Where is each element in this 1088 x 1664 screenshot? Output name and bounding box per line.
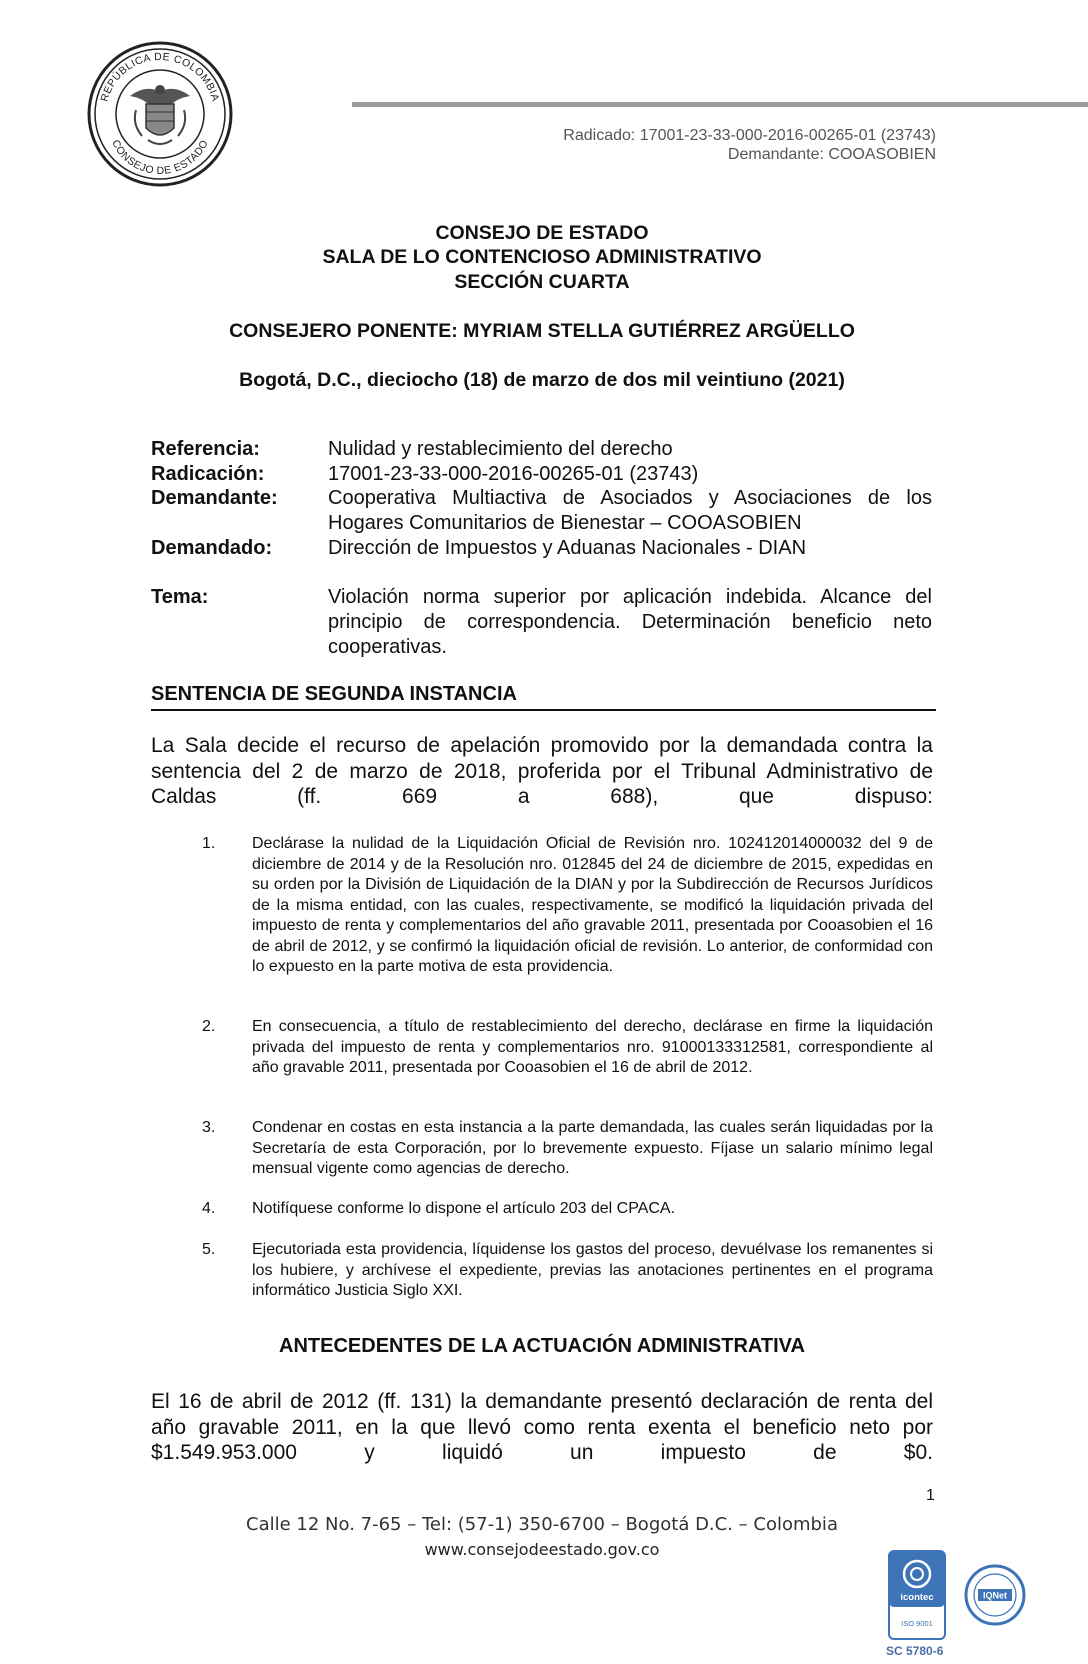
item-number: 5. (202, 1241, 216, 1258)
svg-text:icontec: icontec (900, 1592, 934, 1603)
tema-label: Tema: (151, 586, 209, 608)
list-item: Ejecutoriada esta providencia, líquidense los gastos del proceso, devuélvase los remanentes si los hubiere, y archívese el expediente, previas las anotaciones pertinentes en el programa informático Justicia Siglo XXI. (252, 1241, 933, 1299)
svg-text:IQNet: IQNet (982, 1590, 1008, 1601)
sentencia-intro: La Sala decide el recurso de apelación promovido por la demandada contra la sentencia del 2 de marzo de 2018, proferida por el Tribunal Administrativo de Caldas (ff. 669 a 688), que dispuso: (151, 734, 933, 808)
antecedentes-heading: ANTECEDENTES DE LA ACTUACIÓN ADMINISTRATIVA (279, 1335, 805, 1357)
list-item: Condenar en costas en esta instancia a la parte demandada, las cuales serán liquidadas por la Secretaría de esta Corporación, por lo brevemente expuesto. Fíjase un salario mínimo legal mensual vigente como agencias de derecho. (252, 1119, 933, 1177)
list-item: En consecuencia, a título de restablecimiento del derecho, declárase en firme la liquidación privada del impuesto de renta y complementarios nro. 91000133312581, correspondiente al año gravable 2011, presentada por Cooasobien el 16 de abril de 2012. (252, 1018, 933, 1076)
item-number: 2. (202, 1018, 216, 1035)
header-radicado: Radicado: 17001-23-33-000-2016-00265-01 (23743) (563, 127, 936, 144)
item-number: 3. (202, 1119, 216, 1136)
list-item: Notifíquese conforme lo dispone el artículo 203 del CPACA. (252, 1200, 676, 1217)
footer-address: Calle 12 No. 7-65 – Tel: (57-1) 350-6700 – Bogotá D.C. – Colombia (246, 1514, 838, 1535)
court-name: CONSEJO DE ESTADO (435, 222, 649, 244)
item-number: 1. (202, 835, 216, 852)
demandado-label: Demandado: (151, 537, 273, 559)
demandado-value: Dirección de Impuestos y Aduanas Nacionales - DIAN (328, 537, 807, 559)
chamber-name: SALA DE LO CONTENCIOSO ADMINISTRATIVO (322, 246, 762, 268)
svg-text:ISO 9001: ISO 9001 (901, 1619, 933, 1628)
icontec-certification-logo (888, 1550, 946, 1640)
sentencia-heading: SENTENCIA DE SEGUNDA INSTANCIA (151, 683, 936, 711)
referencia-label: Referencia: (151, 438, 260, 460)
page-number: 1 (926, 1487, 935, 1504)
consejo-de-estado-seal (86, 40, 234, 188)
svg-text:CONSEJO DE ESTADO: CONSEJO DE ESTADO (109, 137, 211, 178)
section-name: SECCIÓN CUARTA (454, 271, 630, 293)
item-number: 4. (202, 1200, 216, 1217)
running-header (563, 126, 936, 164)
certificate-code: SC 5780-6 (886, 1644, 944, 1658)
iqnet-certification-logo (964, 1564, 1026, 1626)
tema-value: Violación norma superior por aplicación indebida. Alcance del principio de correspondencia. Determinación beneficio neto cooperativas. (328, 586, 932, 658)
svg-text:REPÚBLICA DE COLOMBIA: REPÚBLICA DE COLOMBIA (98, 50, 222, 104)
header-rule (352, 102, 1088, 107)
header-demandante: Demandante: COOASOBIEN (727, 146, 936, 163)
demandante-label: Demandante: (151, 487, 278, 509)
list-item: Declárase la nulidad de la Liquidación Oficial de Revisión nro. 102412014000032 del 9 de diciembre de 2014 y de la Resolución nro. 012845 del 24 de diciembre de 2015, expedidas en su orden por la División de Liquidación de la DIAN y por la Subdirección de Recursos Jurídicos de la misma entidad, con las cuales, respectivamente, se modificó la liquidación privada del impuesto de renta y complementarios del año gravable 2011, presentada por Cooasobien el 16 de abril de 2012, y se confirmó la liquidación oficial de revisión. Lo anterior, de conformidad con lo expuesto en la parte motiva de esta providencia. (252, 835, 933, 975)
antecedentes-paragraph: El 16 de abril de 2012 (ff. 131) la demandante presentó declaración de renta del año gravable 2011, en la que llevó como renta exenta el beneficio neto por $1.549.953.000 y liquidó un impuesto de $0. (151, 1390, 933, 1464)
consejero-ponente: CONSEJERO PONENTE: MYRIAM STELLA GUTIÉRREZ ARGÜELLO (229, 320, 855, 342)
radicacion-label: Radicación: (151, 463, 265, 485)
date-line: Bogotá, D.C., dieciocho (18) de marzo de dos mil veintiuno (2021) (239, 369, 845, 391)
radicacion-value: 17001-23-33-000-2016-00265-01 (23743) (328, 463, 699, 485)
demandante-value: Cooperativa Multiactiva de Asociados y Asociaciones de los Hogares Comunitarios de Bienestar – COOASOBIEN (328, 487, 932, 534)
footer-website: www.consejodeestado.gov.co (424, 1540, 660, 1559)
referencia-value: Nulidad y restablecimiento del derecho (328, 438, 673, 460)
